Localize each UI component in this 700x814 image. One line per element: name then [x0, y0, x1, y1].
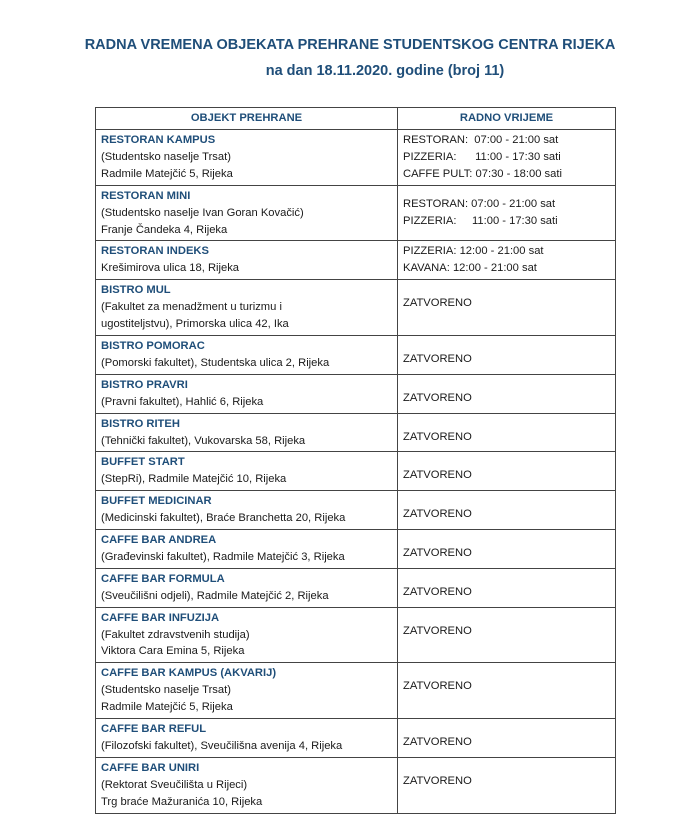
- venue-cell: [96, 241, 398, 280]
- hours-cell: [398, 130, 616, 186]
- venue-name: BUFFET START: [101, 456, 185, 469]
- venue-address-line: (Fakultet za menadžment u turizmu i: [101, 301, 282, 314]
- venue-cell: [96, 607, 398, 663]
- hours-line: KAVANA: 12:00 - 21:00 sat: [403, 262, 537, 275]
- venue-cell: [96, 185, 398, 241]
- venue-address-line: (Studentsko naselje Trsat): [101, 684, 231, 697]
- venue-cell: [96, 568, 398, 607]
- table-row: [96, 452, 616, 491]
- venue-cell: [96, 530, 398, 569]
- hours-table: [95, 107, 616, 814]
- venue-name: RESTORAN MINI: [101, 189, 191, 202]
- closed-status: ZATVORENO: [403, 774, 472, 787]
- venue-address-line: (StepRi), Radmile Matejčić 10, Rijeka: [101, 473, 287, 486]
- venue-address-line: (Pravni fakultet), Hahlić 6, Rijeka: [101, 395, 264, 408]
- venue-cell: [96, 757, 398, 813]
- hours-cell: [398, 757, 616, 813]
- venue-address-line: Krešimirova ulica 18, Rijeka: [101, 262, 240, 275]
- venue-address-line: ugostiteljstvu), Primorska ulica 42, Ika: [101, 318, 289, 331]
- table-row: [96, 491, 616, 530]
- closed-status: ZATVORENO: [403, 736, 472, 749]
- hours-line: RESTORAN: 07:00 - 21:00 sat: [403, 134, 559, 146]
- hours-cell: [398, 335, 616, 374]
- venue-address-line: (Medicinski fakultet), Braće Branchetta 20, Rijeka: [101, 512, 346, 525]
- hours-cell: [398, 607, 616, 663]
- venue-name: CAFFE BAR REFUL: [101, 723, 207, 736]
- venue-name: BISTRO RITEH: [101, 417, 180, 430]
- table-header-row: [96, 108, 616, 130]
- table-row: [96, 568, 616, 607]
- hours-cell: [398, 374, 616, 413]
- venue-name: BISTRO PRAVRI: [101, 378, 188, 391]
- hours-cell: [398, 280, 616, 336]
- page-subtitle: na dan 18.11.2020. godine (broj 11): [265, 63, 505, 79]
- closed-status: ZATVORENO: [403, 624, 472, 637]
- venue-address-line: Trg braće Mažuranića 10, Rijeka: [101, 795, 263, 808]
- table-row: [96, 241, 616, 280]
- venue-name: RESTORAN INDEKS: [101, 245, 209, 258]
- closed-status: ZATVORENO: [403, 297, 472, 310]
- venue-address-line: (Fakultet zdravstvenih studija): [101, 628, 250, 641]
- venue-cell: [96, 130, 398, 186]
- closed-status: ZATVORENO: [403, 469, 472, 482]
- hours-cell: [398, 530, 616, 569]
- venue-address-line: (Tehnički fakultet), Vukovarska 58, Rijeka: [101, 434, 306, 447]
- hours-cell: [398, 413, 616, 452]
- closed-status: ZATVORENO: [403, 680, 472, 693]
- hours-line: RESTORAN: 07:00 - 21:00 sat: [403, 197, 556, 210]
- hours-line: PIZZERIA: 11:00 - 17:30 sati: [403, 150, 561, 163]
- table-row: [96, 530, 616, 569]
- hours-cell: [398, 719, 616, 758]
- closed-status: ZATVORENO: [403, 430, 472, 443]
- venue-cell: [96, 335, 398, 374]
- table-row: [96, 185, 616, 241]
- table-row: [96, 335, 616, 374]
- venue-name: CAFFE BAR INFUZIJA: [101, 611, 220, 624]
- venue-name: CAFFE BAR ANDREA: [101, 534, 217, 547]
- closed-status: ZATVORENO: [403, 547, 472, 560]
- venue-address-line: (Građevinski fakultet), Radmile Matejčić 3, Rijeka: [101, 550, 345, 563]
- venue-address-line: (Rektorat Sveučilišta u Rijeci): [101, 778, 248, 791]
- hours-cell: [398, 241, 616, 280]
- venue-address-line: (Sveučilišni odjeli), Radmile Matejčić 2, Rijeka: [101, 589, 329, 602]
- venue-address-line: Franje Čandeka 4, Rijeka: [101, 223, 228, 236]
- venue-name: CAFFE BAR UNIRI: [101, 761, 200, 774]
- closed-status: ZATVORENO: [403, 585, 472, 598]
- venue-address-line: Radmile Matejčić 5, Rijeka: [101, 167, 233, 180]
- table-body: [96, 130, 616, 814]
- venue-name: BISTRO MUL: [101, 284, 171, 297]
- venue-cell: [96, 719, 398, 758]
- venue-cell: [96, 491, 398, 530]
- venue-address-line: Viktora Cara Emina 5, Rijeka: [101, 645, 245, 658]
- venue-address-line: (Studentsko naselje Ivan Goran Kovačić): [101, 206, 304, 219]
- table-row: [96, 663, 616, 719]
- venue-cell: [96, 280, 398, 336]
- hours-cell: [398, 568, 616, 607]
- hours-cell: [398, 185, 616, 241]
- venue-address-line: (Pomorski fakultet), Studentska ulica 2, Rijeka: [101, 356, 330, 369]
- closed-status: ZATVORENO: [403, 508, 472, 521]
- column-header-hours: RADNO VRIJEME: [398, 108, 616, 130]
- table-row: [96, 130, 616, 186]
- venue-address-line: Radmile Matejčić 5, Rijeka: [101, 701, 233, 714]
- venue-cell: [96, 663, 398, 719]
- table-row: [96, 280, 616, 336]
- column-header-venue: OBJEKT PREHRANE: [96, 108, 398, 130]
- table-row: [96, 413, 616, 452]
- venue-name: CAFFE BAR KAMPUS (AKVARIJ): [101, 667, 277, 680]
- venue-cell: [96, 413, 398, 452]
- venue-name: RESTORAN KAMPUS: [101, 134, 216, 146]
- closed-status: ZATVORENO: [403, 352, 472, 365]
- table-row: [96, 607, 616, 663]
- venue-address-line: (Studentsko naselje Trsat): [101, 150, 231, 163]
- venue-name: BUFFET MEDICINAR: [101, 495, 212, 508]
- venue-name: CAFFE BAR FORMULA: [101, 572, 225, 585]
- table-row: [96, 757, 616, 813]
- closed-status: ZATVORENO: [403, 391, 472, 404]
- table-row: [96, 374, 616, 413]
- venue-name: BISTRO POMORAC: [101, 339, 205, 352]
- venue-cell: [96, 452, 398, 491]
- hours-line: PIZZERIA: 11:00 - 17:30 sati: [403, 214, 558, 227]
- hours-cell: [398, 491, 616, 530]
- hours-line: CAFFE PULT: 07:30 - 18:00 sati: [403, 167, 562, 180]
- hours-cell: [398, 663, 616, 719]
- venue-cell: [96, 374, 398, 413]
- hours-cell: [398, 452, 616, 491]
- table-row: [96, 719, 616, 758]
- page-title: RADNA VREMENA OBJEKATA PREHRANE STUDENTSKOG CENTRA RIJEKA: [84, 37, 616, 53]
- venue-address-line: (Filozofski fakultet), Sveučilišna avenija 4, Rijeka: [101, 740, 343, 752]
- hours-line: PIZZERIA: 12:00 - 21:00 sat: [403, 245, 544, 258]
